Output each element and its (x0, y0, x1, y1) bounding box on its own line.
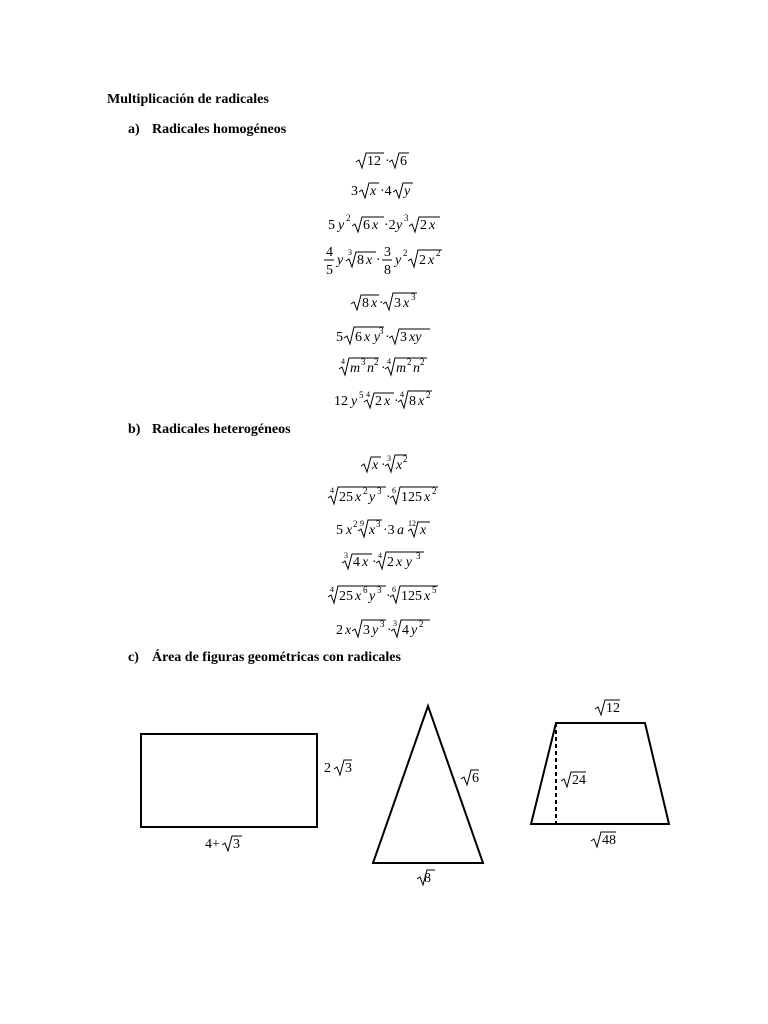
svg-text:5: 5 (359, 390, 364, 400)
svg-text:4: 4 (378, 551, 382, 560)
svg-text:·3: ·3 (383, 523, 395, 538)
svg-text:x: x (369, 523, 376, 538)
svg-text:·2: ·2 (384, 218, 396, 233)
svg-text:3: 3 (377, 585, 382, 595)
svg-text:3: 3 (363, 623, 370, 638)
svg-text:x: x (370, 184, 377, 199)
svg-text:y: y (396, 218, 403, 233)
svg-text:4: 4 (330, 486, 334, 495)
svg-text:4: 4 (326, 245, 333, 260)
svg-text:3: 3 (379, 326, 384, 336)
svg-text:6: 6 (400, 154, 407, 169)
svg-text:y: y (338, 218, 345, 233)
svg-text:2: 2 (407, 357, 412, 367)
svg-text:3: 3 (404, 213, 409, 223)
svg-text:2: 2 (353, 519, 358, 529)
svg-text:6: 6 (363, 218, 370, 233)
svg-text:a: a (397, 523, 404, 538)
svg-text:y: y (369, 589, 376, 604)
svg-text:2: 2 (346, 213, 351, 223)
svg-text:2: 2 (403, 454, 408, 464)
svg-text:·: · (376, 253, 381, 268)
svg-text:5: 5 (432, 585, 437, 595)
svg-text:3: 3 (376, 519, 381, 529)
svg-text:3: 3 (416, 551, 421, 561)
svg-text:n: n (413, 361, 420, 376)
svg-text:3: 3 (380, 619, 385, 629)
svg-text:6: 6 (392, 585, 396, 594)
svg-text:6: 6 (363, 585, 368, 595)
svg-text:3: 3 (394, 296, 401, 311)
svg-text:x: x (403, 296, 410, 311)
svg-text:x y: x y (396, 555, 412, 570)
svg-text:3: 3 (393, 619, 397, 628)
svg-text:2: 2 (420, 218, 427, 233)
rectangle-base-label: 4+ (205, 837, 220, 852)
svg-text:·: · (381, 361, 386, 376)
section-b-label: Radicales heterogéneos (152, 422, 291, 437)
svg-text:6: 6 (355, 330, 362, 345)
rectangle-figure (141, 734, 317, 827)
svg-text:2: 2 (419, 253, 426, 268)
svg-text:x: x (424, 490, 431, 505)
svg-text:2: 2 (375, 394, 382, 409)
svg-text:3: 3 (351, 184, 358, 199)
svg-text:4: 4 (387, 357, 391, 366)
section-c-letter: c) (128, 650, 139, 665)
svg-text:4: 4 (400, 390, 404, 399)
svg-text:8: 8 (384, 263, 391, 278)
svg-text:3: 3 (233, 837, 240, 852)
svg-text:4: 4 (366, 390, 370, 399)
svg-text:x: x (372, 458, 379, 473)
svg-text:4: 4 (353, 555, 360, 570)
trapezoid-base-label: 48 (602, 833, 616, 848)
svg-text:x: x (424, 589, 431, 604)
svg-text:12: 12 (334, 394, 348, 409)
svg-text:5: 5 (326, 263, 333, 278)
svg-text:y: y (404, 184, 411, 199)
svg-text:x: x (371, 296, 378, 311)
svg-text:12: 12 (408, 519, 416, 528)
svg-text:5: 5 (328, 218, 335, 233)
svg-text:8: 8 (409, 394, 416, 409)
svg-text:25: 25 (339, 490, 353, 505)
svg-text:125: 125 (401, 589, 422, 604)
svg-text:x: x (418, 394, 425, 409)
svg-text:·: · (385, 330, 390, 345)
svg-text:m: m (350, 361, 361, 376)
svg-text:5: 5 (336, 330, 343, 345)
svg-text:3: 3 (377, 486, 382, 496)
svg-text:2: 2 (374, 357, 379, 367)
svg-text:12: 12 (367, 154, 381, 169)
svg-text:4: 4 (402, 623, 409, 638)
svg-text:2: 2 (363, 486, 368, 496)
svg-text:2: 2 (432, 486, 437, 496)
svg-text:n: n (367, 361, 374, 376)
svg-text:3: 3 (344, 551, 348, 560)
svg-text:·4: ·4 (380, 184, 392, 199)
svg-text:x: x (345, 623, 352, 638)
svg-text:x: x (355, 589, 362, 604)
svg-text:125: 125 (401, 490, 422, 505)
svg-text:8: 8 (362, 296, 369, 311)
svg-text:x: x (429, 218, 436, 233)
svg-text:4: 4 (330, 585, 334, 594)
svg-text:·: · (379, 296, 384, 311)
trapezoid-height-label: 24 (572, 773, 586, 788)
svg-text:3: 3 (348, 248, 352, 257)
svg-text:3: 3 (387, 454, 391, 463)
svg-text:x: x (362, 555, 369, 570)
svg-text:2: 2 (419, 619, 424, 629)
svg-text:·: · (381, 458, 386, 473)
section-b-letter: b) (128, 422, 141, 437)
svg-text:x: x (372, 218, 379, 233)
svg-text:x: x (355, 490, 362, 505)
svg-text:xy: xy (409, 330, 422, 345)
svg-text:9: 9 (360, 519, 364, 528)
svg-text:·: · (385, 154, 390, 169)
svg-text:4: 4 (341, 357, 345, 366)
svg-text:5: 5 (336, 523, 343, 538)
svg-text:·: · (372, 555, 377, 570)
svg-text:y: y (372, 623, 379, 638)
svg-text:25: 25 (339, 589, 353, 604)
svg-text:y: y (351, 394, 358, 409)
svg-text:x: x (396, 458, 403, 473)
trapezoid-top-label: 12 (606, 701, 620, 716)
svg-text:y: y (337, 253, 344, 268)
svg-text:x: x (420, 523, 427, 538)
svg-text:2: 2 (336, 623, 343, 638)
svg-text:6: 6 (392, 486, 396, 495)
svg-text:·: · (386, 589, 391, 604)
svg-text:3: 3 (361, 357, 366, 367)
svg-text:2: 2 (403, 248, 408, 258)
svg-text:3: 3 (411, 292, 416, 302)
svg-text:·: · (394, 394, 399, 409)
svg-text:y: y (411, 623, 418, 638)
svg-text:·: · (386, 490, 391, 505)
rectangle-height-label: 2 3 (324, 761, 352, 776)
svg-text:3: 3 (400, 330, 407, 345)
section-c-label: Área de figuras geométricas con radicales (152, 650, 401, 665)
svg-text:m: m (396, 361, 407, 376)
svg-text:2: 2 (420, 357, 425, 367)
svg-text:x: x (366, 253, 373, 268)
triangle-base-label: 8 (424, 871, 431, 886)
svg-text:8: 8 (357, 253, 364, 268)
svg-text:y: y (395, 253, 402, 268)
page-title: Multiplicación de radicales (107, 92, 269, 107)
svg-text:x: x (384, 394, 391, 409)
svg-text:x: x (346, 523, 353, 538)
triangle-side-label: 6 (472, 771, 479, 786)
svg-text:2: 2 (426, 390, 431, 400)
svg-text:·: · (387, 623, 392, 638)
svg-text:2: 2 (387, 555, 394, 570)
section-a-letter: a) (128, 122, 140, 137)
trapezoid-figure (531, 723, 669, 824)
section-a-label: Radicales homogéneos (152, 122, 287, 137)
svg-text:2: 2 (436, 248, 441, 258)
svg-text:x: x (428, 253, 435, 268)
svg-text:3: 3 (384, 245, 391, 260)
svg-text:x y: x y (364, 330, 380, 345)
svg-text:y: y (369, 490, 376, 505)
